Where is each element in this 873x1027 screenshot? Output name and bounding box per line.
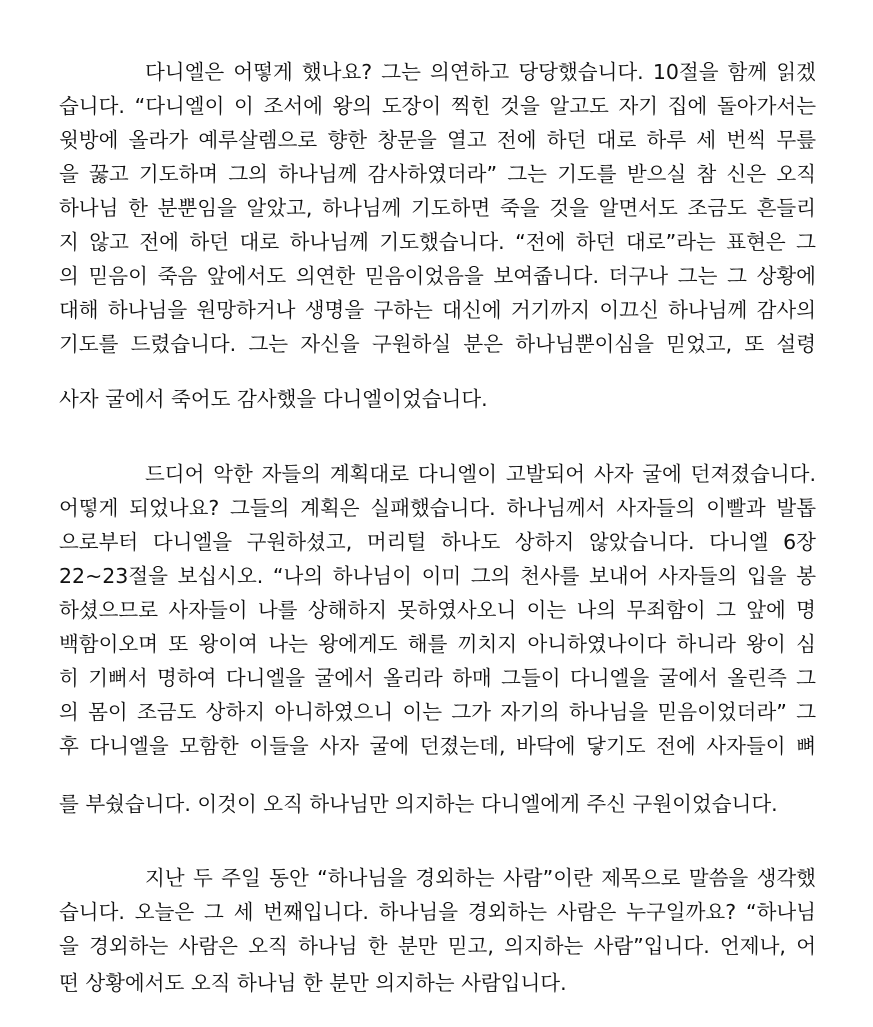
text-line: 드디어 악한 자들의 계획대로 다니엘이 고발되어 사자 굴에 던져졌습니다. xyxy=(145,462,816,486)
text-line: 를 부쉈습니다. 이것이 오직 하나님만 의지하는 다니엘에게 주신 구원이었습니다. xyxy=(59,792,778,816)
text-line: 의 몸이 조금도 상하지 아니하였으니 이는 그가 자기의 하나님을 믿음이었더라” 그 xyxy=(59,700,816,724)
text-line: 습니다. “다니엘이 이 조서에 왕의 도장이 찍힌 것을 알고도 자기 집에 돌아가서는 xyxy=(59,94,816,118)
text-line: 하나님 한 분뿐임을 알았고, 하나님께 기도하면 죽을 것을 알면서도 조금도 흔들리 xyxy=(59,196,816,220)
text-line: 지 않고 전에 하던 대로 하나님께 기도했습니다. “전에 하던 대로”라는 표현은 그 xyxy=(59,230,816,254)
text-line: 대해 하나님을 원망하거나 생명을 구하는 대신에 거기까지 이끄신 하나님께 감사의 xyxy=(59,298,816,322)
text-line: 사자 굴에서 죽어도 감사했을 다니엘이었습니다. xyxy=(59,387,488,411)
text-line: 지난 두 주일 동안 “하나님을 경외하는 사람”이란 제목으로 말씀을 생각했 xyxy=(145,866,816,890)
text-line: 을 꿇고 기도하며 그의 하나님께 감사하였더라” 그는 기도를 받으실 참 신은 오직 xyxy=(59,162,816,186)
text-line: 22~23절을 보십시오. “나의 하나님이 이미 그의 천사를 보내어 사자들의 입을 봉 xyxy=(59,564,816,588)
text-line: 떤 상황에서도 오직 하나님 한 분만 의지하는 사람입니다. xyxy=(59,971,567,995)
text-line: 다니엘은 어떻게 했나요? 그는 의연하고 당당했습니다. 10절을 함께 읽겠 xyxy=(145,60,816,84)
text-line: 어떻게 되었나요? 그들의 계획은 실패했습니다. 하나님께서 사자들의 이빨과 발톱 xyxy=(59,496,816,520)
text-line: 후 다니엘을 모함한 이들을 사자 굴에 던졌는데, 바닥에 닿기도 전에 사자들이 뼈 xyxy=(59,734,816,758)
text-line: 하셨으므로 사자들이 나를 상해하지 못하였사오니 이는 나의 무죄함이 그 앞에 명 xyxy=(59,598,816,622)
text-line: 백함이오며 또 왕이여 나는 왕에게도 해를 끼치지 아니하였나이다 하니라 왕이 심 xyxy=(59,632,816,656)
text-line: 히 기뻐서 명하여 다니엘을 굴에서 올리라 하매 그들이 다니엘을 굴에서 올린즉 그 xyxy=(59,666,816,690)
text-line: 습니다. 오늘은 그 세 번째입니다. 하나님을 경외하는 사람은 누구일까요? “하나님 xyxy=(59,900,816,924)
text-line: 을 경외하는 사람은 오직 하나님 한 분만 믿고, 의지하는 사람”입니다. 언제나, 어 xyxy=(59,934,816,958)
text-line: 윗방에 올라가 예루살렘으로 향한 창문을 열고 전에 하던 대로 하루 세 번씩 무릎 xyxy=(59,128,816,152)
text-line: 으로부터 다니엘을 구원하셨고, 머리털 하나도 상하지 않았습니다. 다니엘 6장 xyxy=(59,530,816,554)
text-line: 의 믿음이 죽음 앞에서도 의연한 믿음이었음을 보여줍니다. 더구나 그는 그 상황에 xyxy=(59,264,816,288)
text-line: 기도를 드렸습니다. 그는 자신을 구원하실 분은 하나님뿐이심을 믿었고, 또 설령 xyxy=(59,332,816,356)
